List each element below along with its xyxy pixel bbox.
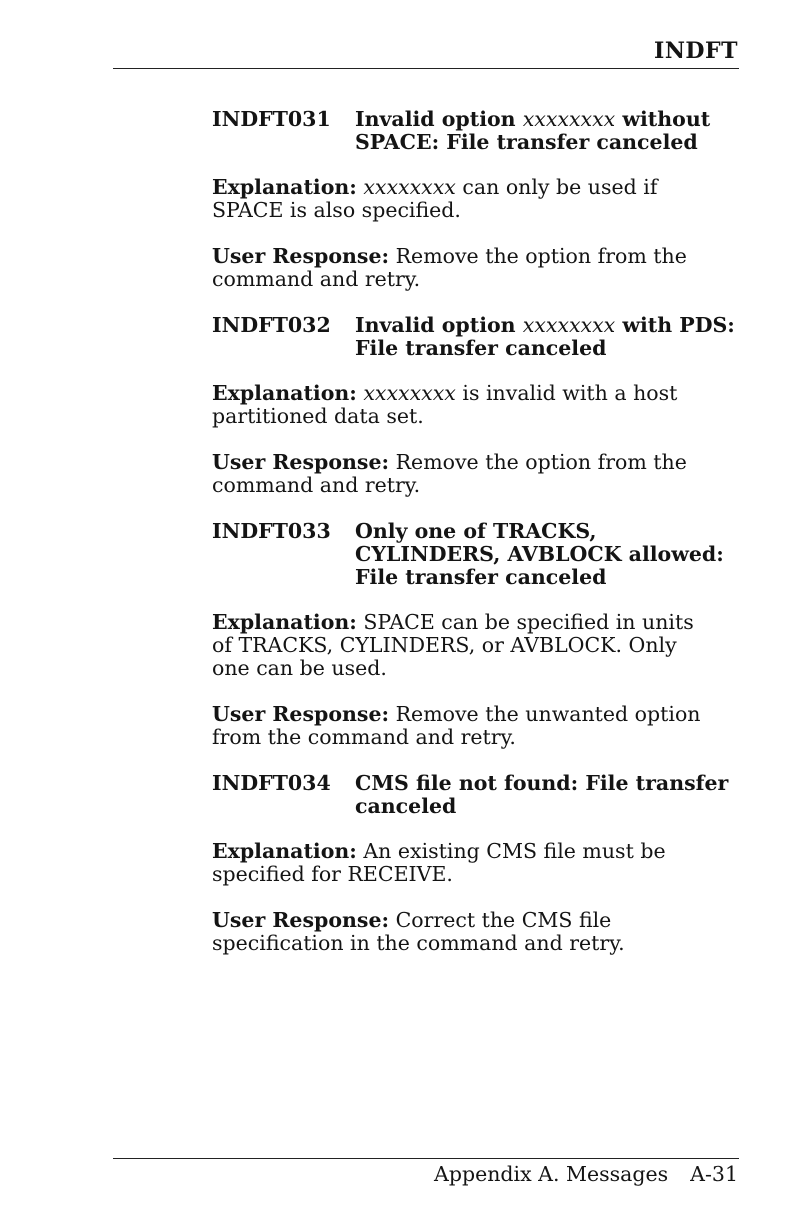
explanation — [212, 382, 712, 428]
user-response — [212, 909, 712, 955]
user-response — [212, 451, 712, 497]
header-rule — [113, 68, 739, 69]
page-footer — [434, 1162, 738, 1186]
user-response — [212, 703, 712, 749]
explanation-text: An existing CMS file must be specified for RECEIVE. — [212, 839, 666, 886]
message-entry — [212, 108, 742, 291]
message-id: INDFT031 — [212, 107, 331, 131]
user-response — [212, 245, 712, 291]
message-entry — [212, 520, 742, 749]
message-title — [355, 314, 742, 360]
running-header-title: INDFT — [654, 38, 738, 64]
message-title-text: with PDS: File transfer canceled — [355, 313, 735, 360]
message-title-text: Invalid option — [355, 313, 523, 337]
message-header — [212, 772, 742, 818]
user-response-label: User Response: — [212, 244, 390, 268]
explanation — [212, 611, 712, 680]
user-response-text: Remove the option from the command and retry. — [212, 450, 687, 497]
message-title-variable: xxxxxxxx — [522, 107, 616, 131]
explanation-variable: xxxxxxxx — [363, 175, 456, 199]
explanation-label: Explanation: — [212, 610, 357, 634]
message-entry — [212, 772, 742, 955]
message-title-text: Invalid option — [355, 107, 523, 131]
footer-rule — [113, 1158, 739, 1159]
message-list — [212, 108, 742, 978]
explanation-label: Explanation: — [212, 839, 357, 863]
message-id: INDFT034 — [212, 771, 331, 795]
explanation-label: Explanation: — [212, 381, 357, 405]
page-number: A-31 — [690, 1162, 738, 1186]
message-header — [212, 314, 742, 360]
message-title: Only one of TRACKS, CYLINDERS, AVBLOCK allowed: File transfer canceled — [355, 519, 724, 589]
explanation-label: Explanation: — [212, 175, 357, 199]
message-entry — [212, 314, 742, 497]
message-title: CMS file not found: File transfer canceled — [355, 771, 729, 818]
explanation — [212, 176, 712, 222]
explanation-text: SPACE can be specified in units of TRACKS, CYLINDERS, or AVBLOCK. Only one can be used. — [212, 610, 694, 680]
user-response-text: Remove the option from the command and retry. — [212, 244, 687, 291]
message-header — [212, 520, 742, 589]
explanation-text: is invalid with a host partitioned data set. — [212, 381, 678, 428]
message-header — [212, 108, 742, 154]
message-title — [355, 108, 742, 154]
user-response-text: Remove the unwanted option from the command and retry. — [212, 702, 701, 749]
message-id: INDFT033 — [212, 519, 331, 543]
user-response-label: User Response: — [212, 450, 390, 474]
explanation-variable: xxxxxxxx — [363, 381, 456, 405]
message-title-variable: xxxxxxxx — [522, 313, 616, 337]
explanation — [212, 840, 712, 886]
user-response-label: User Response: — [212, 908, 390, 932]
user-response-label: User Response: — [212, 702, 390, 726]
message-title-text: without SPACE: File transfer canceled — [355, 107, 711, 154]
user-response-text: Correct the CMS file specification in the command and retry. — [212, 908, 625, 955]
footer-section-title: Appendix A. Messages — [434, 1162, 669, 1186]
message-id: INDFT032 — [212, 313, 331, 337]
explanation-text: can only be used if SPACE is also specified. — [212, 175, 658, 222]
